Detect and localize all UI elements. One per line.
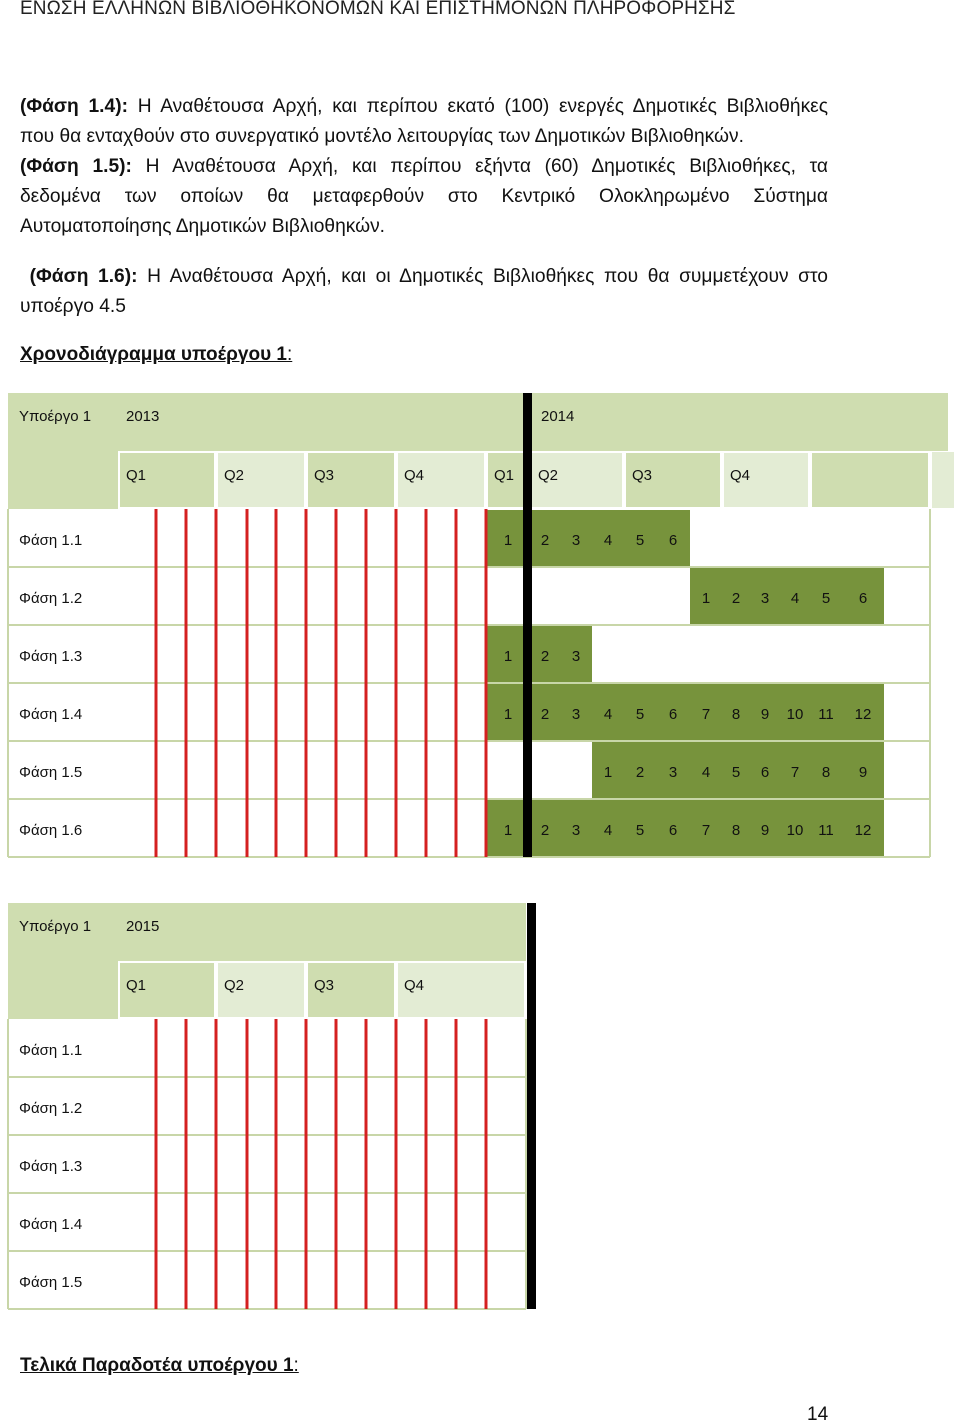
quarter-label: Q1 [126, 467, 147, 484]
year-label: 2013 [126, 408, 160, 425]
phase-label: (Φάση 1.5): [20, 156, 132, 177]
month-number: 1 [503, 706, 513, 723]
month-number: 5 [821, 590, 831, 607]
month-number: 8 [731, 822, 741, 839]
header-label-cell [8, 961, 118, 1019]
month-number: 9 [760, 822, 770, 839]
month-number: 11 [818, 822, 834, 839]
quarter-label: Q3 [314, 977, 335, 994]
paragraph-line: Η Αναθέτουσα Αρχή, και οι Δημοτικές Βιβλιοθήκες που θα συμμετέχουν στο [147, 266, 828, 287]
phase-row-label: Φάση 1.4 [19, 1216, 83, 1233]
phase-row-label: Φάση 1.5 [19, 1274, 83, 1291]
month-number: 6 [858, 590, 868, 607]
month-number: 2 [540, 706, 550, 723]
month-number: 3 [668, 764, 678, 781]
phase-row-label: Φάση 1.5 [19, 764, 83, 781]
month-number: 1 [503, 532, 513, 549]
paragraph-line: Αυτοματοποίησης Δημοτικών Βιβλιοθηκών. [20, 216, 386, 237]
month-number: 3 [571, 706, 581, 723]
project-label: Υποέργο 1 [19, 918, 92, 935]
month-number: 7 [701, 822, 711, 839]
phase-label: (Φάση 1.6): [29, 266, 138, 287]
quarter-cell [811, 452, 929, 508]
phase-row-label: Φάση 1.2 [19, 1100, 83, 1117]
month-number: 1 [503, 648, 513, 665]
month-number: 2 [540, 532, 550, 549]
month-number: 6 [668, 822, 678, 839]
month-number: 5 [635, 706, 645, 723]
phase-label: (Φάση 1.4): [20, 96, 128, 117]
phase-row-label: Φάση 1.3 [19, 648, 83, 665]
schedule-heading: Χρονοδιάγραμμα υποέργου 1: [20, 344, 293, 365]
phase-row-label: Φάση 1.1 [19, 1042, 83, 1059]
phase-row-label: Φάση 1.4 [19, 706, 83, 723]
project-label: Υποέργο 1 [19, 408, 92, 425]
month-number: 2 [731, 590, 741, 607]
month-number: 4 [603, 706, 613, 723]
month-number: 10 [786, 706, 804, 723]
quarter-label: Q1 [126, 977, 147, 994]
year-separator [523, 393, 532, 857]
page-number: 14 [807, 1404, 829, 1425]
phase-row-label: Φάση 1.2 [19, 590, 83, 607]
header-label-cell [8, 451, 118, 509]
paragraph-line: Η Αναθέτουσα Αρχή, και περίπου εκατό (100) ενεργές Δημοτικές Βιβλιοθήκες [137, 96, 828, 117]
month-number: 9 [858, 764, 868, 781]
month-number: 12 [854, 706, 872, 723]
quarter-label: Q2 [224, 977, 245, 994]
quarter-label: Q2 [224, 467, 245, 484]
month-number: 6 [668, 706, 678, 723]
year-label: 2014 [541, 408, 575, 425]
month-number: 10 [786, 822, 804, 839]
year-separator [527, 903, 536, 1309]
month-number: 1 [701, 590, 711, 607]
phase-row-label: Φάση 1.1 [19, 532, 83, 549]
quarter-label: Q2 [538, 467, 559, 484]
month-number: 1 [503, 822, 513, 839]
month-number: 3 [571, 648, 581, 665]
month-number: 7 [790, 764, 800, 781]
phase-bar [690, 568, 884, 624]
month-number: 11 [818, 706, 834, 723]
month-number: 3 [760, 590, 770, 607]
month-number: 9 [760, 706, 770, 723]
month-number: 6 [760, 764, 770, 781]
month-number: 8 [731, 706, 741, 723]
paragraph-line: δεδομένα των οποίων θα μεταφερθούν στο Κεντρικό Ολοκληρωμένο Σύστημα [20, 186, 828, 207]
month-number: 1 [603, 764, 613, 781]
quarter-label: Q1 [494, 467, 515, 484]
quarter-label: Q4 [404, 977, 425, 994]
month-number: 12 [854, 822, 872, 839]
quarter-label: Q4 [730, 467, 751, 484]
month-number: 4 [701, 764, 711, 781]
month-number: 2 [540, 648, 550, 665]
month-number: 2 [540, 822, 550, 839]
phase-row-label: Φάση 1.6 [19, 822, 83, 839]
phase-row-label: Φάση 1.3 [19, 1158, 83, 1175]
quarter-cell-extra [932, 452, 954, 508]
deliverables-heading: Τελικά Παραδοτέα υποέργου 1: [20, 1355, 299, 1376]
month-number: 4 [603, 822, 613, 839]
quarter-label: Q4 [404, 467, 425, 484]
paragraph-line: Η Αναθέτουσα Αρχή, και περίπου εξήντα (60) Δημοτικές Βιβλιοθήκες, τα [145, 156, 828, 177]
year-label: 2015 [126, 918, 160, 935]
paragraph-line: που θα ενταχθούν στο συνεργατικό μοντέλο λειτουργίας των Δημοτικών Βιβλιοθηκών. [20, 126, 744, 147]
phase-bar [486, 510, 690, 566]
month-number: 4 [603, 532, 613, 549]
month-number: 5 [635, 822, 645, 839]
month-number: 3 [571, 822, 581, 839]
month-number: 7 [701, 706, 711, 723]
month-number: 6 [668, 532, 678, 549]
month-number: 8 [821, 764, 831, 781]
document-header: ΕΝΩΣΗ ΕΛΛΗΝΩΝ ΒΙΒΛΙΟΘΗΚΟΝΟΜΩΝ ΚΑΙ ΕΠΙΣΤΗΜΟΝΩΝ ΠΛΗΡΟΦΟΡΗΣΗΣ [20, 0, 736, 19]
paragraph-line: υποέργο 4.5 [20, 296, 126, 317]
quarter-label: Q3 [314, 467, 335, 484]
month-number: 5 [731, 764, 741, 781]
quarter-label: Q3 [632, 467, 653, 484]
month-number: 3 [571, 532, 581, 549]
month-number: 2 [635, 764, 645, 781]
month-number: 4 [790, 590, 800, 607]
month-number: 5 [635, 532, 645, 549]
